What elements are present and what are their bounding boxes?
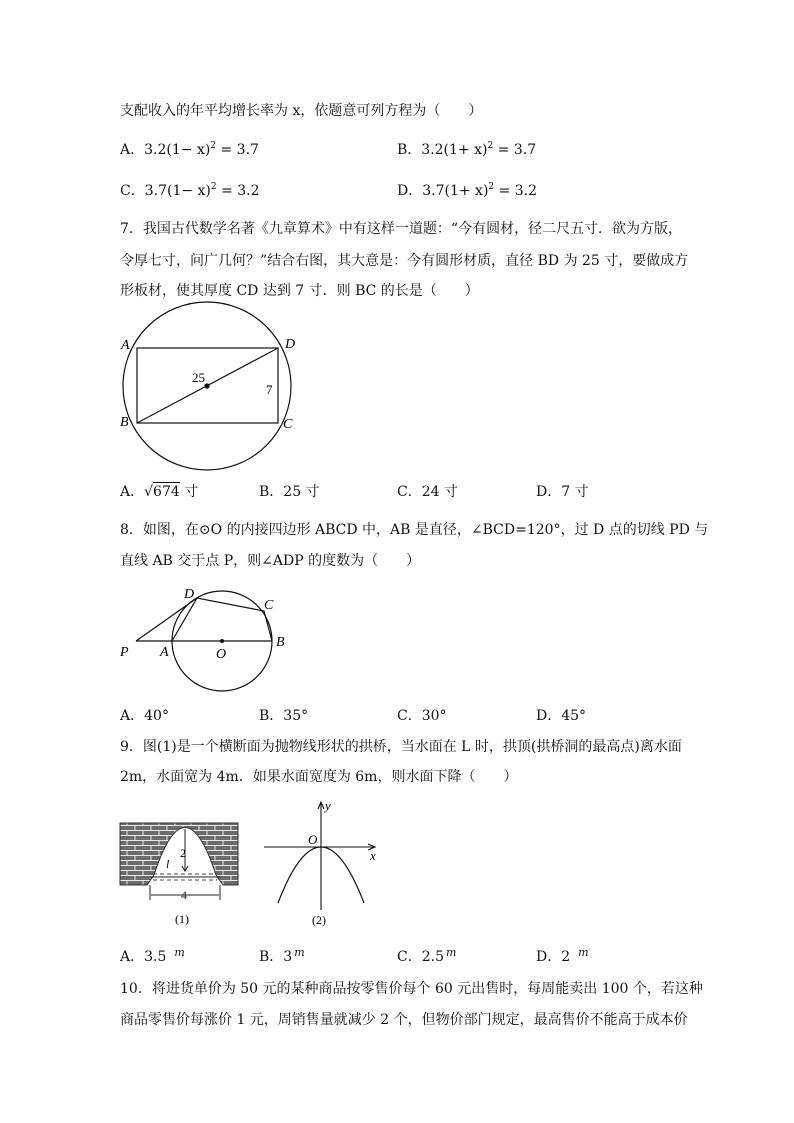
label-b: B [120,415,129,430]
q6-option-a[interactable] [120,140,259,160]
label-diameter: 25 [192,370,205,385]
label-c: C [264,598,274,613]
option-label: B． [259,484,284,500]
q10-stem-line1: 10．将进货单价为 50 元的某种商品按零售价每个 60 元出售时，每周能卖出 100 个，若这种 [120,981,703,997]
option-value: 3.5 [144,949,167,965]
equation-lhs: 3.7(1+ x) [422,183,489,199]
label-c: C [283,417,293,432]
label-y: y [325,798,331,813]
option-text: 35° [283,708,309,724]
q7-option-c[interactable] [397,482,458,502]
equation-lhs: 3.7(1− x) [144,183,211,199]
q7-option-a[interactable] [120,482,198,502]
q8-stem-line2: 直线 AB 交于点 P，则∠ADP 的度数为（ ） [120,553,421,569]
sqrt-symbol: √ [144,484,154,500]
option-label: D． [536,708,562,724]
q6-option-b[interactable] [397,140,536,160]
equation-rhs: = 3.2 [494,183,538,199]
option-label: B． [259,708,284,724]
unit: 寸 [179,484,199,500]
equation-lhs: 3.2(1+ x) [421,142,488,158]
q9-option-b[interactable] [259,943,305,967]
q8-option-b[interactable] [259,706,308,726]
caption-2: (2) [312,913,326,927]
option-label: A． [120,708,145,724]
label-d: D [184,587,195,602]
label-height: 2 [180,846,186,860]
equation-rhs: = 3.7 [493,142,537,158]
q8-option-a[interactable] [120,706,169,726]
q9-option-c[interactable] [397,943,456,967]
q9-parabola-coordinate-figure [258,800,388,930]
q8-inscribed-quadrilateral-figure [115,585,295,695]
q8-option-c[interactable] [397,706,447,726]
option-label: D． [536,484,562,500]
q8-stem-line1: 8．如图，在⊙O 的内接四边形 ABCD 中，AB 是直径，∠BCD=120°，过 D 点的切线 PD 与 [120,522,709,538]
option-unit: m [578,946,589,959]
option-text: 25 寸 [283,484,320,500]
label-water: l [166,857,170,871]
q7-stem-line1: 7．我国古代数学名著《九章算术》中有这样一道题：“今有圆材，径二尺五寸．欲为方版， [120,221,683,237]
q7-option-d[interactable] [536,482,589,502]
label-width: 4 [181,888,187,902]
radicand: 674 [153,484,180,500]
equation-lhs: 3.2(1− x) [144,142,211,158]
equation-exponent: 2 [210,141,217,151]
q6-stem: 支配收入的年平均增长率为 x，依题意可列方程为（ ） [120,103,483,119]
equation-exponent: 2 [488,182,495,192]
option-label: C． [397,708,422,724]
option-label: B． [259,949,284,965]
q7-stem-line3: 形板材，使其厚度 CD 达到 7 寸．则 BC 的长是（ ） [120,283,479,299]
equation-exponent: 2 [210,182,217,192]
option-label: C． [397,484,422,500]
tangent-pd [136,598,197,641]
label-x: x [370,848,376,863]
label-a: A [121,338,130,353]
option-label: A． [120,142,145,158]
q7-circle-figure [110,325,310,465]
caption-1: (1) [175,912,189,926]
option-text: 30° [421,708,447,724]
option-label: A． [120,484,145,500]
q9-stem-line1: 9．图(1)是一个横断面为抛物线形状的拱桥，当水面在 L 时，拱顶(拱桥洞的最高点)离水面 [120,739,682,755]
option-text: 7 寸 [561,484,589,500]
option-label: A． [120,949,145,965]
q6-option-c[interactable] [120,181,260,201]
q9-arch-bridge-figure [115,815,255,935]
brick-wall [120,823,238,885]
option-value: 3 [283,949,293,965]
q6-option-d[interactable] [397,181,537,201]
option-value: 2 [561,949,571,965]
option-label: C． [397,949,422,965]
label-a: A [160,645,169,660]
option-unit: m [294,946,305,959]
option-text: 40° [144,708,169,724]
q7-stem-line2: 令厚七寸，问广几何？”结合右图，其大意是：今有圆形材质，直径 BD 为 25 寸，要做成方 [120,253,689,269]
label-d: D [285,337,296,352]
option-value: 2.5 [421,949,444,965]
label-side: 7 [266,382,273,397]
option-label: B． [397,142,422,158]
label-p: P [120,645,129,660]
center-dot [204,383,209,388]
option-text: 45° [561,708,587,724]
q10-stem-line2: 商品零售价每涨价 1 元，周销售量就减少 2 个，但物价部门规定，最高售价不能高于成本价 [120,1012,688,1028]
equation-rhs: = 3.7 [216,142,259,158]
center-dot [220,639,224,643]
q8-option-d[interactable] [536,706,586,726]
equation-rhs: = 3.2 [216,183,260,199]
label-o: O [216,647,227,662]
option-unit: m [445,946,457,959]
q7-option-b[interactable] [259,482,320,502]
q9-option-a[interactable] [120,943,185,967]
q9-option-d[interactable] [536,943,589,967]
q9-stem-line2: 2m，水面宽为 4m．如果水面宽度为 6m，则水面下降（ ） [120,769,518,785]
label-b: B [276,635,285,650]
option-label: D． [536,949,562,965]
option-text: 24 寸 [421,484,458,500]
option-unit: m [174,946,185,959]
option-label: D． [397,183,423,199]
equation-exponent: 2 [487,141,494,151]
label-origin: O [308,832,318,847]
option-label: C． [120,183,145,199]
